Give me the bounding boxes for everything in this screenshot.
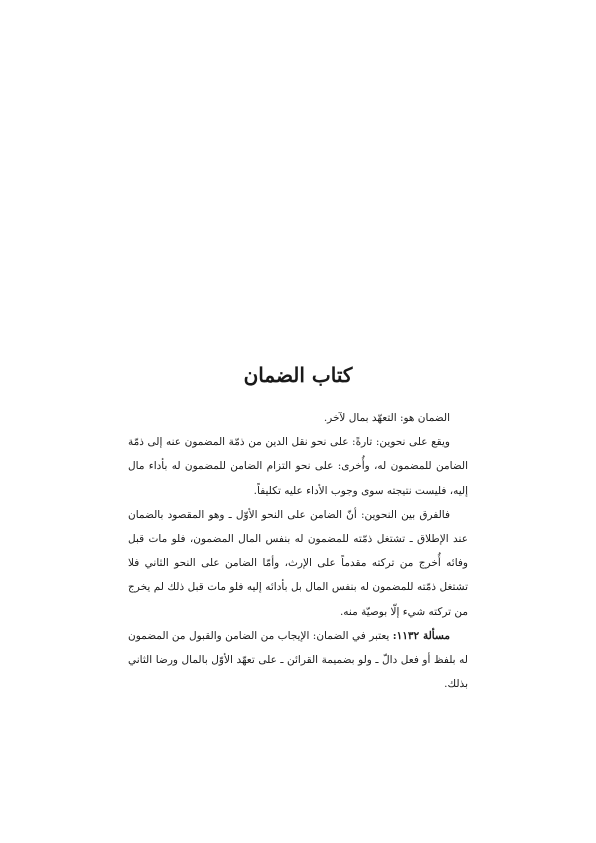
chapter-title: كتاب الضمان: [243, 363, 353, 387]
types-paragraph: ويقع على نحوين: تارةً: على نحو نقل الدين من ذمّة المضمون عنه إلى ذمّة الضامن للمضمون له، وأُخرى: على نحو التزام الضامن للمضمون له بأداء مال إليه، فليست نتيجته سوى وجوب الأداء عليه تكليفاً.: [128, 436, 468, 497]
issue-label: مسألة ١١٣٢:: [392, 629, 450, 642]
body-text: [128, 406, 468, 696]
issue-text: يعتبر في الضمان: الإيجاب من الضامن والقبول من المضمون له بلفظ أو فعل دالّ ـ ولو بضميمة القرائن ـ على تعهّد الأوّل بالمال ورضا الثاني بذلك.: [128, 629, 468, 691]
issue-paragraph: [128, 624, 468, 697]
difference-paragraph: فالفرق بين النحوين: أنّ الضامن على النحو الأوّل ـ وهو المقصود بالضمان عند الإطلاق ـ تشتغل ذمّته للمضمون له بنفس المال المضمون، فلو مات قبل وفائه أُخرج من تركته مقدماً على الإرث، وأمّا الضامن على النحو الثاني فلا تشتغل ذمّته للمضمون له بنفس المال بل بأدائه إليه فلو مات قبل ذلك لم يخرج من تركته شيء إلّا بوصيّة منه.: [128, 508, 468, 618]
definition-paragraph: الضمان هو: التعهّد بمال لآخر.: [323, 412, 450, 424]
